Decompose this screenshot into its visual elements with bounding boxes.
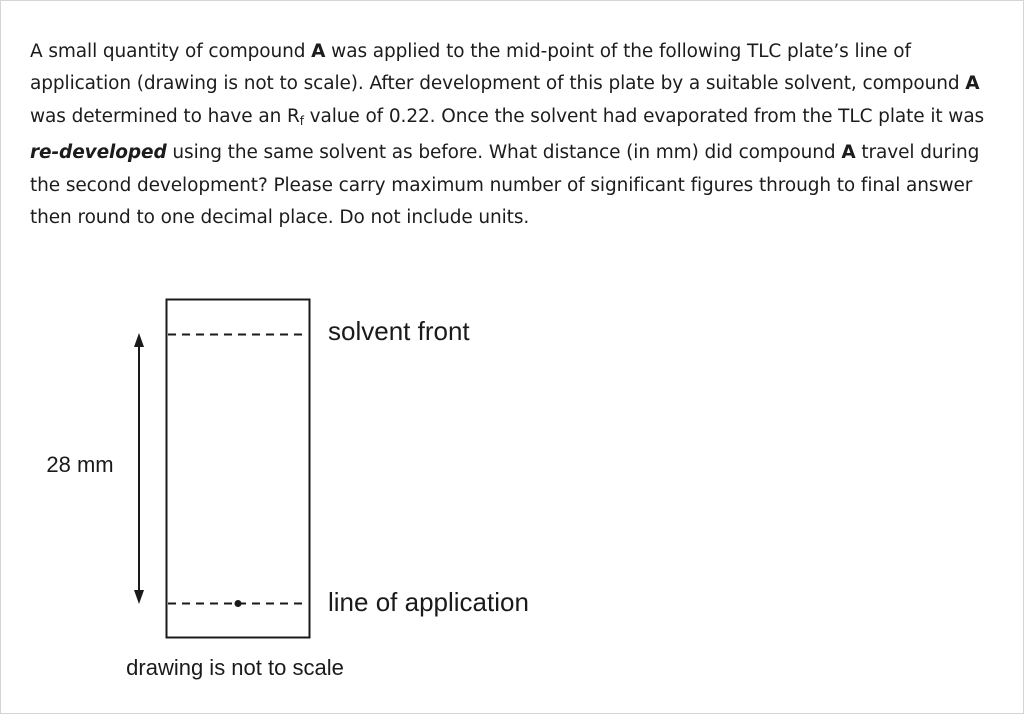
question-seg-2: was applied to the mid-point of the following TLC plate’s line of application (drawing is not to scale). After development of this plate by a suitable solvent, compound [30,41,966,95]
question-seg-1: A small quantity of compound [30,41,312,62]
compound-a-2: A [965,73,980,95]
solvent-front-label: solvent front [328,316,470,346]
tlc-plate [167,300,310,638]
distance-arrow-up-head [134,333,144,347]
compound-spot [235,600,242,607]
rf-subscript: f [299,113,304,128]
question-seg-6: travel during the second development? Please carry maximum number of significant figures through to final answer then round to one decimal place. Do not include units. [30,142,980,229]
question-seg-3: was determined to have an R [30,105,300,127]
distance-label: 28 mm [46,452,114,477]
compound-a-1: A [311,41,326,62]
application-line-label: line of application [328,587,529,617]
distance-arrow-down-head [134,590,144,604]
scale-note: drawing is not to scale [126,655,344,680]
question-seg-4: value of 0.22. Once the solvent had evaporated from the TLC plate it was [303,105,985,127]
question-seg-5: using the same solvent as before. What distance (in mm) did compound [166,142,842,164]
compound-a-3: A [841,142,856,164]
re-developed-emphasis: re-developed [30,142,167,164]
